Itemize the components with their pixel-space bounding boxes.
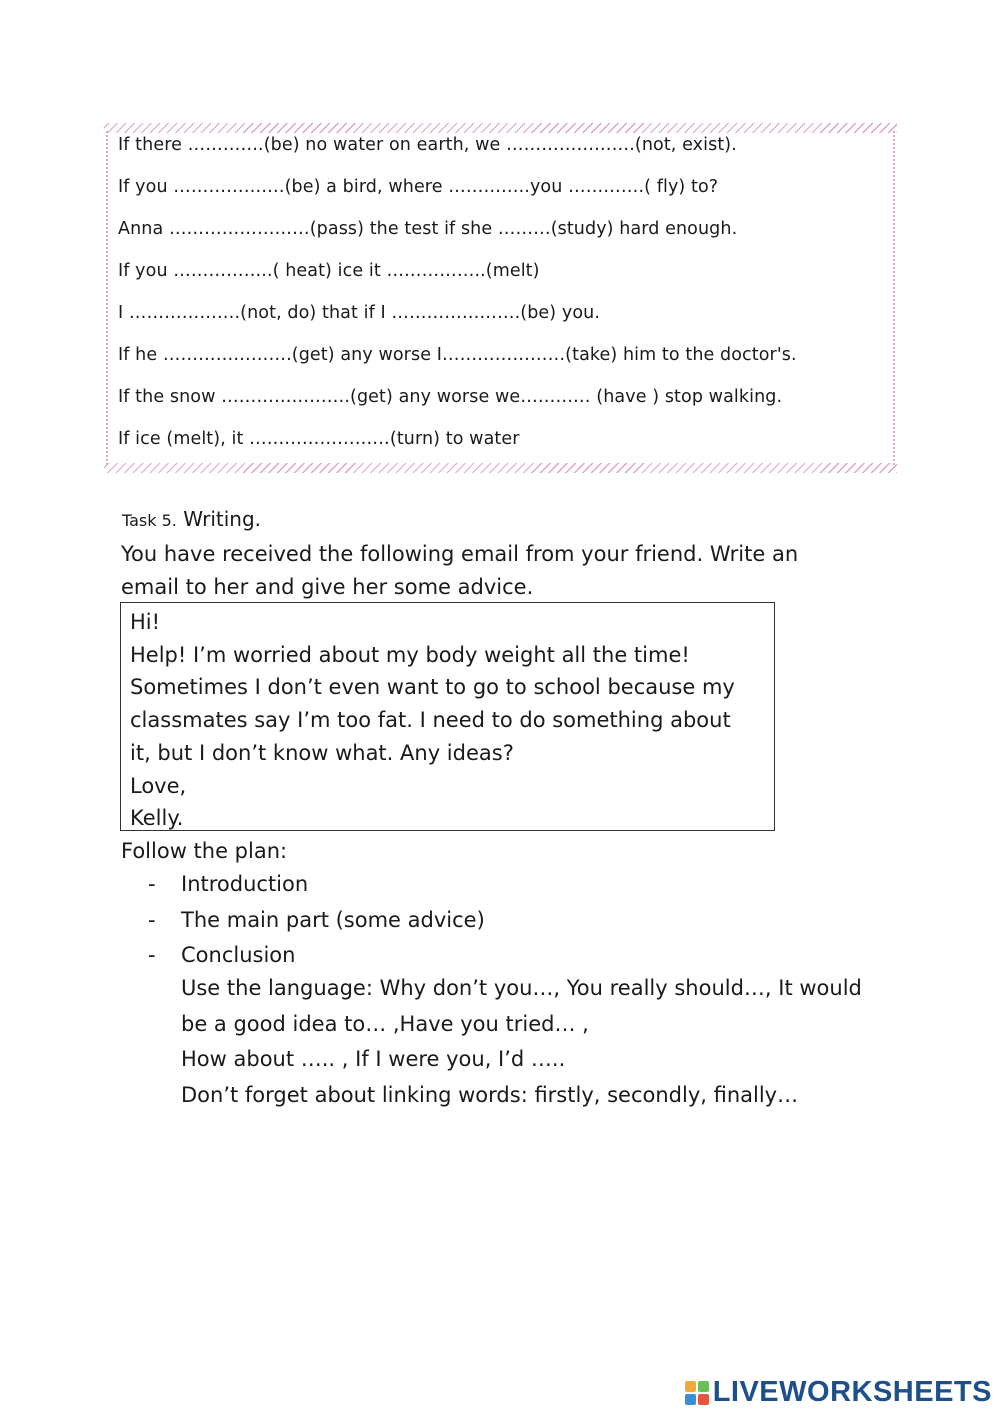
language-tip-line: How about ….. , If I were you, I’d ….. [181,1047,566,1071]
exercise-sentence: If you ……………….(be) a bird, where …………..you ………….( fly) to? [118,177,719,197]
task-title: Writing. [176,507,262,531]
exercise-sentence: I ……………….(not, do) that if I ………………….(be) you. [118,303,600,323]
plan-intro: Follow the plan: [121,839,288,863]
email-line: it, but I don’t know what. Any ideas? [130,740,514,765]
email-line: Love, [130,773,187,798]
exercise-sentence: Anna ……………………(pass) the test if she ………(study) hard enough. [118,219,738,239]
exercise-sentences [118,132,887,468]
exercise-sentence: If ice (melt), it ……………………(turn) to water [118,429,520,449]
exercise-sentence: If there ………….(be) no water on earth, we ………………….(not, exist). [118,135,737,155]
language-tip-line: Don’t forget about linking words: firstly, secondly, finally… [181,1082,799,1107]
logo-mark-cell [685,1381,696,1392]
decorative-border-right [893,131,895,465]
task-number: Task 5. [122,511,177,530]
email-line: Help! I’m worried about my body weight all the time! [130,642,690,667]
email-line: classmates say I’m too fat. I need to do something about [130,708,731,733]
plan-list [148,867,485,974]
plan-item [148,867,485,903]
liveworksheets-logo[interactable] [685,1378,992,1407]
language-tips [181,971,901,1113]
bullet-dash: - [148,872,156,896]
email-box [120,602,775,831]
task-instructions: You have received the following email from your friend. Write an email to her and give her some advice. [121,542,799,599]
logo-mark-icon [685,1381,709,1405]
bullet-dash: - [148,907,156,932]
decorative-border-bottom [104,463,897,473]
decorative-border-left [106,131,108,465]
language-tip-line: be a good idea to… ,Have you tried… , [181,1011,589,1036]
task-heading [122,507,261,531]
language-tip-line: Use the language: Why don’t you…, You really should…, It would [181,976,862,1000]
exercise-box [104,123,897,473]
plan-item [148,903,485,939]
plan-item-label: Introduction [181,872,309,896]
logo-text: LIVEWORKSHEETS [712,1376,992,1408]
logo-mark-cell [698,1381,709,1392]
email-line: Sometimes I don’t even want to go to school because my [130,675,735,700]
logo-mark-cell [698,1394,709,1405]
logo-mark-cell [685,1394,696,1405]
bullet-dash: - [148,943,156,967]
email-line: Hi! [130,610,161,634]
exercise-sentence: If you ……………..( heat) ice it ……………..(melt) [118,261,540,281]
exercise-sentence: If the snow ………………….(get) any worse we………… (have ) stop walking. [118,387,783,407]
email-line: Kelly. [130,806,184,831]
plan-item-label: The main part (some advice) [181,907,485,932]
plan-item-label: Conclusion [181,943,296,967]
exercise-sentence: If he ………………….(get) any worse I…………………(take) him to the doctor's. [118,345,797,365]
plan-item [148,938,485,974]
